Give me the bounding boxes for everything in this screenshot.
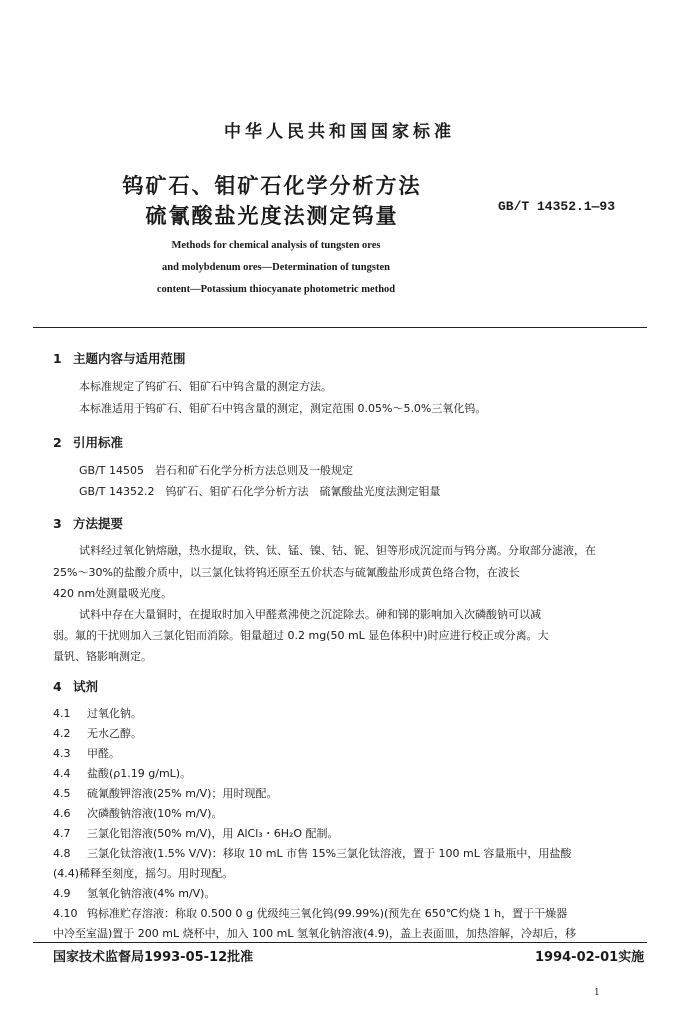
reagent-item: 4.8 三氯化钛溶液(1.5% V/V)：移取 10 mL 市售 15%三氯化钛溶液，置于 100 mL 容量瓶中，用盐酸 [53,847,572,860]
standard-number: GB/T 14352.1—93 [498,199,616,214]
reference-2: GB/T 14352.2 钨矿石、钼矿石化学分析方法 硫氰酸盐光度法测定钼量 [79,485,441,498]
standard-category: 中华人民共和国国家标准 [224,122,455,142]
reagent-item: 4.3 甲醛。 [53,747,120,760]
section-3-line-5: 弱。氟的干扰则加入三氯化铝而消除。钼量超过 0.2 mg(50 mL 显色体积中)时应进行校正或分离。大 [53,629,549,642]
approval-date: 国家技术监督局1993-05-12批准 [53,950,254,965]
section-1-line-1: 本标准规定了钨矿石、钼矿石中钨含量的测定方法。 [79,380,332,393]
english-title-line-2: and molybdenum ores—Determination of tungsten [162,262,390,273]
footer-rule [33,942,647,943]
section-1-heading: 1 主题内容与适用范围 [53,351,186,366]
section-3-line-1: 试料经过氧化钠熔融，热水提取，铁、钛、锰、镍、钴、铌、钽等形成沉淀而与钨分离。分取部分滤液，在 [79,544,596,557]
reagent-item: 4.2 无水乙醇。 [53,727,142,740]
section-3-line-2: 25%～30%的盐酸介质中，以三氯化钛将钨还原至五价状态与硫氰酸盐形成黄色络合物，在波长 [53,566,520,579]
reagent-item: 4.7 三氯化铝溶液(50% m/V)，用 AlCl₃・6H₂O 配制。 [53,827,339,840]
effective-date: 1994-02-01实施 [535,950,645,965]
reagent-item: 4.10 钨标准贮存溶液：称取 0.500 0 g 优级纯三氧化钨(99.99%)(预先在 650℃灼烧 1 h，置于干燥器 [53,907,568,920]
section-1-line-2: 本标准适用于钨矿石、钼矿石中钨含量的测定，测定范围 0.05%～5.0%三氧化钨。 [79,402,487,415]
reagent-item: 4.1 过氧化钠。 [53,707,142,720]
section-3-line-3: 420 nm处测量吸光度。 [53,587,173,600]
reagent-item-continuation: 中冷至室温)置于 200 mL 烧杯中，加入 100 mL 氢氧化钠溶液(4.9)，盖上表面皿，加热溶解，冷却后，移 [53,927,577,940]
page-number: 1 [594,988,600,998]
title-line-2: 硫氰酸盐光度法测定钨量 [145,204,399,228]
reagent-item-continuation: (4.4)稀释至刻度，摇匀。用时现配。 [53,867,234,880]
reagent-item: 4.9 氢氧化钠溶液(4% m/V)。 [53,887,216,900]
header-rule [33,327,647,328]
reagent-item: 4.4 盐酸(ρ1.19 g/mL)。 [53,767,192,780]
section-2-heading: 2 引用标准 [53,435,124,450]
english-title-line-1: Methods for chemical analysis of tungsten ores [171,240,381,251]
title-line-1: 钨矿石、钼矿石化学分析方法 [122,174,422,198]
section-3-line-6: 量钒、铬影响测定。 [53,650,152,663]
section-3-line-4: 试料中存在大量铜时，在提取时加入甲醛煮沸使之沉淀除去。砷和锑的影响加入次磷酸钠可以减 [79,608,541,621]
section-3-heading: 3 方法提要 [53,516,124,531]
reagent-item: 4.5 硫氰酸钾溶液(25% m/V)；用时现配。 [53,787,278,800]
english-title-line-3: content—Potassium thiocyanate photometric method [156,284,396,295]
reference-1: GB/T 14505 岩石和矿石化学分析方法总则及一般规定 [79,464,353,477]
section-4-heading: 4 试剂 [53,679,99,694]
reagent-item: 4.6 次磷酸钠溶液(10% m/V)。 [53,807,223,820]
